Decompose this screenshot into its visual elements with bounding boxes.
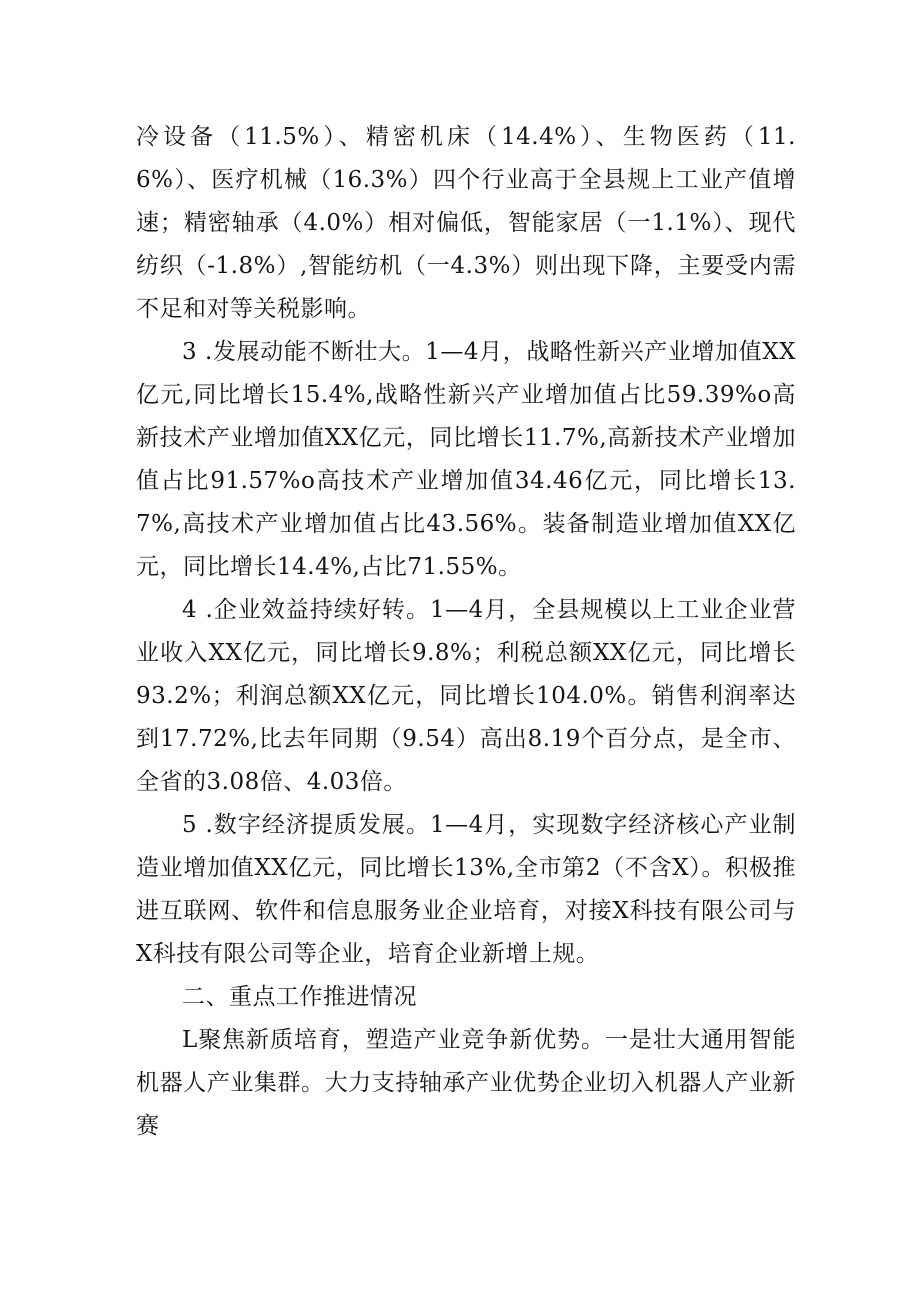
paragraph-digital-economy: 5 .数字经济提质发展。1—4月，实现数字经济核心产业制造业增加值XX亿元，同比增长13%,全市第2（不含X）。积极推进互联网、软件和信息服务业企业培育，对接X科技有限公司与X科技有限公司等企业，培育企业新增上规。 bbox=[136, 812, 796, 967]
paragraph-enterprise-benefits: 4 .企业效益持续好转。1—4月，全县规模以上工业企业营业收入XX亿元，同比增长9.8%；利税总额XX亿元，同比增长93.2%；利润总额XX亿元，同比增长104.0%。销售利润率达到17.72%,比去年同期（9.54）高出8.19个百分点，是全市、全省的3.08倍、4.03倍。 bbox=[136, 597, 796, 795]
paragraph-industry-growth-continued: 冷设备（11.5%）、精密机床（14.4%）、生物医药（11.6%）、医疗机械（16.3%）四个行业高于全县规上工业产值增速；精密轴承（4.0%）相对偏低，智能家居（一1.1%）、现代纺织（-1.8%）,智能纺机（一4.3%）则出现下降，主要受内需不足和对等关税影响。 bbox=[136, 124, 796, 322]
section-heading-key-work: 二、重点工作推进情况 bbox=[182, 984, 417, 1010]
paragraph-development-momentum: 3 .发展动能不断壮大。1—4月，战略性新兴产业增加值XX亿元,同比增长15.4%,战略性新兴产业增加值占比59.39%o高新技术产业增加值XX亿元，同比增长11.7%,高新技术产业增加值占比91.57%o高技术产业增加值34.46亿元，同比增长13.7%,高技术产业增加值占比43.56%。装备制造业增加值XX亿元，同比增长14.4%,占比71.55%。 bbox=[136, 339, 796, 580]
document-body bbox=[136, 116, 796, 1148]
paragraph-new-quality-cultivation: L聚焦新质培育，塑造产业竞争新优势。一是壮大通用智能机器人产业集群。大力支持轴承产业优势企业切入机器人产业新赛 bbox=[136, 1027, 796, 1139]
